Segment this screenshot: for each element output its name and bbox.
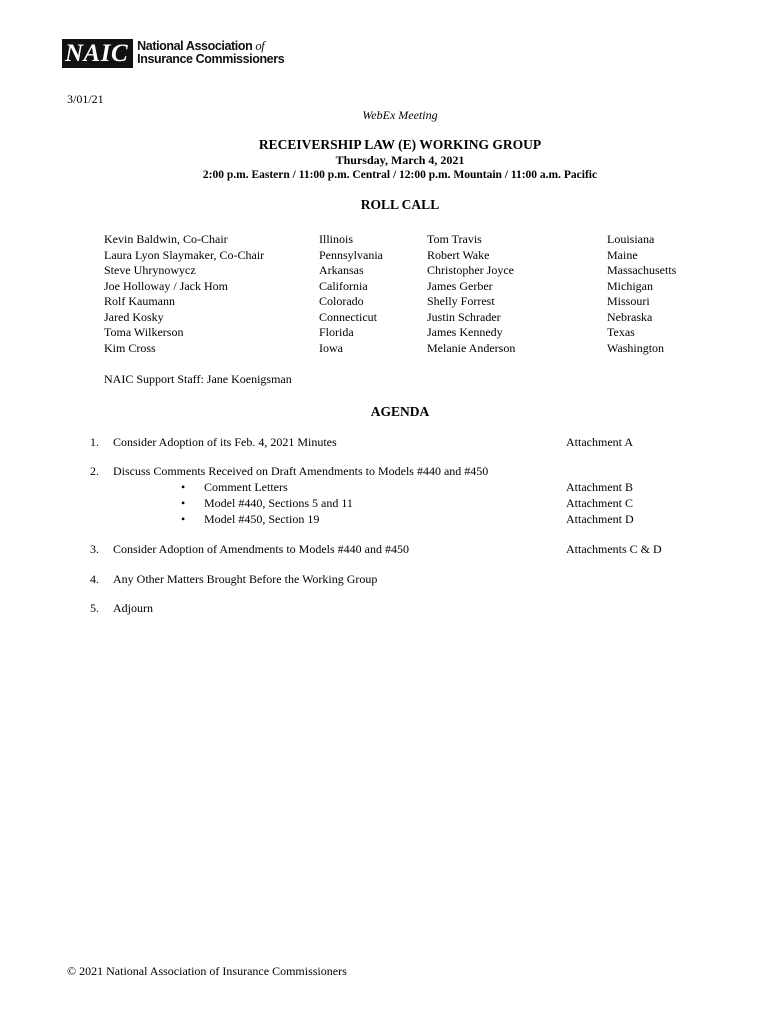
member-name: Rolf Kaumann [104, 294, 175, 308]
roll-row [0, 341, 770, 356]
agenda-item-number: 1. [90, 435, 99, 449]
member-state: Texas [607, 325, 635, 339]
member-name: Tom Travis [427, 232, 482, 246]
member-name: Robert Wake [427, 247, 490, 262]
meeting-times: 2:00 p.m. Eastern / 11:00 p.m. Central / 12:00 p.m. Mountain / 11:00 a.m. Pacific [202, 169, 598, 181]
meeting-date: Thursday, March 4, 2021 [335, 153, 465, 167]
member-name: Melanie Anderson [427, 340, 516, 355]
agenda-item-text: Consider Adoption of Amendments to Models #440 and #450 [113, 542, 409, 556]
roll-row [0, 294, 770, 309]
member-state: Connecticut [319, 309, 377, 324]
support-staff: NAIC Support Staff: Jane Koenigsman [104, 372, 292, 386]
logo-wordmark [137, 40, 284, 66]
logo-acronym: NAIC [62, 39, 133, 68]
member-name: Kim Cross [104, 340, 156, 355]
member-state: California [319, 278, 368, 293]
member-name: Justin Schrader [427, 309, 501, 324]
member-state: Maine [607, 247, 638, 262]
agenda-item-number: 5. [90, 601, 99, 615]
agenda-item-number: 4. [90, 572, 99, 586]
member-state: Massachusetts [607, 263, 677, 277]
roll-row [0, 279, 770, 294]
page-title: RECEIVERSHIP LAW (E) WORKING GROUP [258, 137, 542, 152]
agenda-subitem-attachment: Attachment C [566, 496, 633, 510]
bullet-icon: • [181, 512, 186, 526]
copyright-footer: © 2021 National Association of Insurance Commissioners [67, 964, 347, 978]
agenda-subitem-attachment: Attachment B [566, 480, 633, 494]
logo-line1: National Association [137, 39, 253, 53]
logo-line2: Insurance Commissioners [137, 52, 285, 66]
bullet-icon: • [181, 480, 186, 494]
member-name: Kevin Baldwin, Co-Chair [104, 232, 228, 246]
agenda-item-text: Discuss Comments Received on Draft Amendments to Models #440 and #450 [113, 464, 489, 478]
agenda-item [0, 435, 770, 450]
agenda-subitem [0, 496, 770, 511]
agenda-subitem-text: Comment Letters [204, 480, 288, 494]
member-state: Pennsylvania [319, 247, 383, 262]
naic-logo [62, 38, 284, 68]
member-state: Arkansas [319, 263, 364, 277]
member-name: Laura Lyon Slaymaker, Co-Chair [104, 247, 265, 262]
member-name: Toma Wilkerson [104, 325, 184, 339]
member-state: Iowa [319, 340, 343, 355]
member-state: Colorado [319, 294, 364, 308]
member-name: Jared Kosky [104, 309, 164, 324]
member-state: Illinois [319, 232, 354, 246]
member-state: Washington [607, 340, 665, 355]
roll-row [0, 310, 770, 325]
agenda-subitem [0, 480, 770, 495]
member-name: Steve Uhrynowycz [104, 263, 196, 277]
agenda-item-attachment: Attachment A [566, 435, 633, 449]
agenda-item-text: Adjourn [113, 601, 153, 615]
agenda-subitem-text: Model #450, Section 19 [204, 512, 320, 526]
agenda-item [0, 464, 770, 479]
agenda-subitem-attachment: Attachment D [566, 512, 634, 526]
agenda-subitem [0, 512, 770, 527]
bullet-icon: • [181, 496, 186, 510]
agenda-item-text: Any Other Matters Brought Before the Working Group [113, 572, 378, 586]
member-name: James Kennedy [427, 325, 503, 339]
agenda-item [0, 572, 770, 587]
member-name: James Gerber [427, 278, 493, 293]
roll-row [0, 248, 770, 263]
agenda-item-text: Consider Adoption of its Feb. 4, 2021 Minutes [113, 435, 337, 449]
member-name: Joe Holloway / Jack Hom [104, 278, 228, 293]
agenda-item-attachment: Attachments C & D [566, 542, 662, 556]
member-state: Missouri [607, 294, 650, 308]
agenda-item [0, 542, 770, 557]
agenda-item-number: 3. [90, 542, 99, 556]
member-state: Florida [319, 325, 354, 339]
document-date: 3/01/21 [67, 92, 104, 106]
member-state: Louisiana [607, 232, 655, 246]
roll-call-heading: ROLL CALL [360, 197, 440, 212]
member-state: Michigan [607, 278, 653, 293]
member-name: Christopher Joyce [427, 263, 514, 277]
member-state: Nebraska [607, 309, 653, 324]
meeting-type: WebEx Meeting [362, 108, 438, 122]
agenda-item-number: 2. [90, 464, 99, 478]
agenda-subitem-text: Model #440, Sections 5 and 11 [204, 496, 353, 510]
roll-row [0, 325, 770, 340]
agenda-item [0, 601, 770, 616]
member-name: Shelly Forrest [427, 294, 495, 308]
agenda-heading: AGENDA [370, 404, 430, 419]
roll-row [0, 232, 770, 247]
roll-row [0, 263, 770, 278]
logo-line1-of: of [255, 39, 265, 53]
